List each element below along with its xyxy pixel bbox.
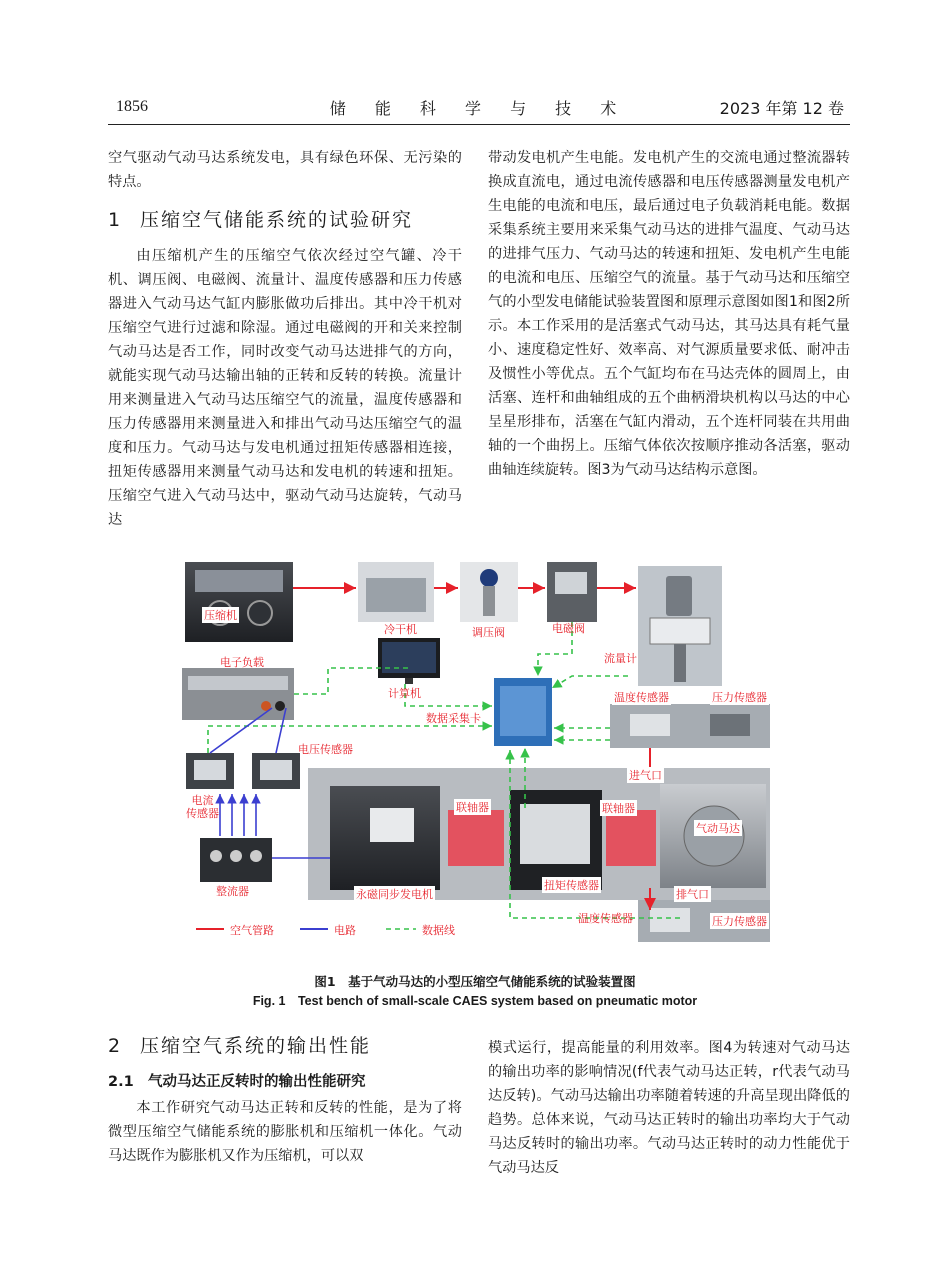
label-coupling-1: 联轴器 <box>456 801 489 814</box>
paragraph: 由压缩机产生的压缩空气依次经过空气罐、冷干机、调压阀、电磁阀、流量计、温度传感器和压力传感器进入气动马达气缸内膨胀做功后排出。其中冷干机对压缩空气进行过滤和除湿。通过电磁阀的开和关来控制气动马达是否工作，同时改变气动马达进排气的方向，就能实现气动马达输出轴的正转和反转的转换。流量计用来测量进入气动马达压缩空气的流量，温度传感器和压力传感器用来测量进入和排出气动马达压缩空气的温度和压力。气动马达与发电机通过扭矩传感器相连接，扭矩传感器用来测量气动马达和发电机的转速和扭矩。压缩空气进入气动马达中，驱动气动马达旋转，气动马达 <box>108 248 462 528</box>
legend-circuit: 电路 <box>334 924 356 937</box>
running-header <box>108 96 850 125</box>
label-coupling-2: 联轴器 <box>602 802 635 815</box>
label-computer: 计算机 <box>388 687 421 700</box>
label-compressor: 压缩机 <box>204 609 237 622</box>
label-press-in: 压力传感器 <box>712 691 767 704</box>
section-heading <box>108 208 462 232</box>
label-inlet: 进气口 <box>629 769 662 782</box>
label-eload: 电子负载 <box>220 656 264 669</box>
label-flowmeter: 流量计 <box>604 652 637 665</box>
label-rectifier: 整流器 <box>216 885 249 898</box>
label-temp-in: 温度传感器 <box>614 691 669 704</box>
label-voltage: 电压传感器 <box>298 743 353 756</box>
legend-data: 数据线 <box>422 924 455 937</box>
label-dryer: 冷干机 <box>384 623 417 636</box>
paragraph: 模式运行，提高能量的利用效率。图4为转速对气动马达的输出功率的影响情况(f代表气动马达正转，r代表气动马达反转)。气动马达输出功率随着转速的升高呈现出降低的趋势。总体来说，气动马达正转时的输出功率均大于气动马达反转时的输出功率。气动马达正转时的动力性能优于气动马达反 <box>488 1040 850 1176</box>
section-title: 压缩空气系统的输出性能 <box>140 1035 372 1057</box>
label-outlet: 排气口 <box>676 888 709 901</box>
left-column <box>108 146 462 532</box>
eload-photo <box>182 668 294 720</box>
label-temp-out: 温度传感器 <box>578 912 633 925</box>
section-title: 压缩空气储能系统的试验研究 <box>140 209 414 231</box>
label-press-out: 压力传感器 <box>712 915 767 928</box>
label-daq: 数据采集卡 <box>426 712 481 725</box>
journal-title: 储 能 科 学 与 技 术 <box>329 99 629 118</box>
legend-air: 空气管路 <box>230 924 274 937</box>
figure-1 <box>180 558 780 943</box>
section-number: 2 <box>108 1035 123 1057</box>
subsection-number: 2.1 <box>108 1074 134 1090</box>
page-number: 1856 <box>116 98 148 115</box>
label-generator: 永磁同步发电机 <box>356 888 433 901</box>
subsection-heading <box>108 1070 462 1094</box>
left-column-bottom <box>108 1026 462 1168</box>
label-torque: 扭矩传感器 <box>544 879 599 892</box>
issue-info: 2023 年第 12 卷 <box>719 99 844 118</box>
label-motor: 气动马达 <box>696 822 740 835</box>
section-number: 1 <box>108 209 123 231</box>
figure-caption-en: Fig. 1 Test bench of small-scale CAES system based on pneumatic motor <box>252 994 698 1008</box>
figure-caption-cn: 图1 基于气动马达的小型压缩空气储能系统的试验装置图 <box>314 974 636 989</box>
paragraph: 本工作研究气动马达正转和反转的性能，是为了将微型压缩空气储能系统的膨胀机和压缩机一体化。气动马达既作为膨胀机又作为压缩机，可以双 <box>108 1100 462 1164</box>
paragraph: 带动发电机产生电能。发电机产生的交流电通过整流器转换成直流电，通过电流传感器和电压传感器测量发电机产生电能的电流和电压，最后通过电子负载消耗电能。数据采集系统主要用来采集气动马达的进排气温度、气动马达的进排气压力、气动马达的转速和扭矩、发电机产生电能的电流和电压、压缩空气的流量。基于气动马达和压缩空气的小型发电储能试验装置图和原理示意图如图1和图2所示。本工作采用的是活塞式气动马达，其马达具有耗气量小、速度稳定性好、效率高、对气源质量要求低、耐冲击及惯性小等优点。五个气缸均布在马达壳体的圆周上，由活塞、连杆和曲轴组成的五个曲柄滑块机构以马达的中心呈星形排布，活塞在气缸内滑动，五个连杆同装在共用曲轴的一个曲拐上。压缩气体依次按顺序推动各活塞，驱动曲轴连续旋转。图3为气动马达结构示意图。 <box>488 150 850 478</box>
section-heading <box>108 1034 462 1058</box>
subsection-title: 气动马达正反转时的输出性能研究 <box>148 1074 366 1090</box>
paragraph: 空气驱动气动马达系统发电，具有绿色环保、无污染的特点。 <box>108 150 462 190</box>
right-column <box>488 146 850 482</box>
label-current: 电流 传感器 <box>186 794 219 820</box>
label-solenoid: 电磁阀 <box>552 622 585 635</box>
label-regulator: 调压阀 <box>472 626 505 639</box>
right-column-bottom <box>488 1036 850 1180</box>
